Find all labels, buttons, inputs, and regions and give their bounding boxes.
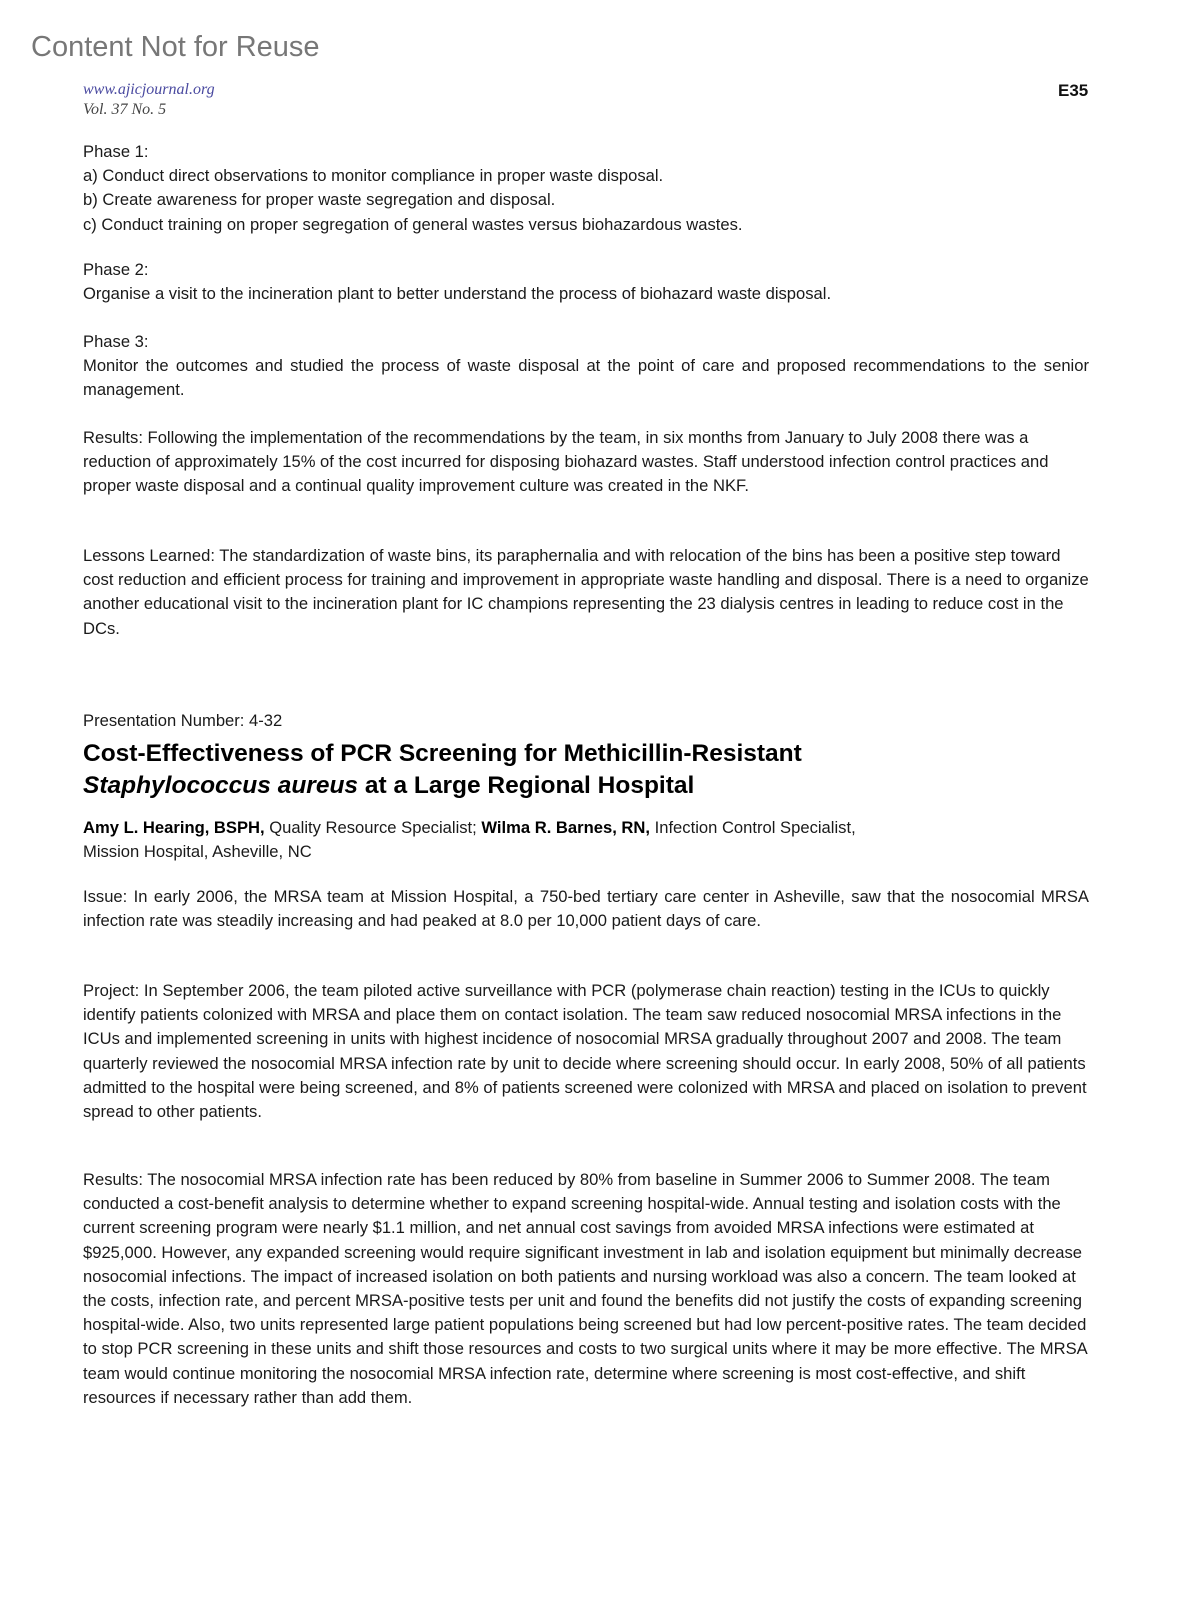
prev-lessons-text: Lessons Learned: The standardization of waste bins, its paraphernalia and with relocation of the bins has been a positive step toward cost reduction and efficient process for training and improvement in appropriate waste handling and disposal. There is a need to organize another educational visit to the incineration plant for IC champions representing the 23 dialysis centres in leading to reduce cost in the DCs.	[83, 546, 1089, 638]
phase1-item: a) Conduct direct observations to monitor compliance in proper waste disposal.	[83, 166, 664, 186]
authors	[83, 816, 1089, 864]
project-paragraph: Project: In September 2006, the team piloted active surveillance with PCR (polymerase chain reaction) testing in the ICUs to quickly identify patients colonized with MRSA and place them on contact isolation. The team saw reduced nosocomial MRSA infections in the ICUs and implemented screening in units with highest incidence of nosocomial MRSA gradually throughout 2007 and 2008. The team quarterly reviewed the nosocomial MRSA infection rate by unit to decide where screening should occur. In early 2008, 50% of all patients admitted to the hospital were being screened, and 8% of patients screened were colonized with MRSA and placed on isolation to prevent spread to other patients.	[83, 981, 1087, 1122]
phase2-section	[83, 258, 1089, 306]
title-line1: Cost-Effectiveness of PCR Screening for Methicillin-Resistant	[83, 740, 802, 767]
phase3-text: Monitor the outcomes and studied the process of waste disposal at the point of care and proposed recommendations to the senior management.	[83, 356, 1089, 400]
prev-results	[83, 426, 1089, 499]
presentation-number: Presentation Number: 4-32	[83, 711, 283, 730]
affiliation: Mission Hospital, Asheville, NC	[83, 842, 312, 862]
phase3-heading: Phase 3:	[83, 332, 149, 351]
phase1-section	[83, 140, 1089, 237]
author-role: Infection Control Specialist,	[650, 818, 856, 837]
phase1-heading: Phase 1:	[83, 142, 149, 161]
phase3-section	[83, 330, 1089, 403]
phase2-heading: Phase 2:	[83, 260, 149, 279]
title-line2	[83, 770, 1093, 802]
phase1-item: b) Create awareness for proper waste segregation and disposal.	[83, 190, 556, 210]
issue-paragraph: Issue: In early 2006, the MRSA team at Mission Hospital, a 750-bed tertiary care center in Asheville, saw that the nosocomial MRSA infection rate was steadily increasing and had peaked at 8.0 per 10,000 patient days of care.	[83, 887, 1089, 931]
title-italic: Staphylococcus aureus	[83, 772, 359, 799]
prev-results-text: Results: Following the implementation of the recommendations by the team, in six months from January to July 2008 there was a reduction of approximately 15% of the cost incurred for disposing biohazard wastes. Staff understood infection control practices and proper waste disposal and a continual quality improvement culture was created in the NKF.	[83, 428, 1049, 496]
author-role: Quality Resource Specialist;	[264, 818, 482, 837]
watermark: Content Not for Reuse	[31, 31, 320, 63]
phase2-text: Organise a visit to the incineration plant to better understand the process of biohazard waste disposal.	[83, 284, 832, 304]
title-rest: at a Large Regional Hospital	[358, 772, 695, 799]
volume-info: Vol. 37 No. 5	[83, 101, 167, 118]
author-name: Amy L. Hearing, BSPH,	[83, 818, 265, 837]
author-name: Wilma R. Barnes, RN,	[481, 818, 650, 837]
results-paragraph: Results: The nosocomial MRSA infection rate has been reduced by 80% from baseline in Summer 2006 to Summer 2008. The team conducted a cost-benefit analysis to determine whether to expand screening hospital-wide. Annual testing and isolation costs with the current screening program were nearly $1.1 million, and net annual cost savings from avoided MRSA infections were estimated at $925,000. However, any expanded screening would require significant investment in lab and isolation equipment but minimally decrease nosocomial infections. The impact of increased isolation on both patients and nursing workload was also a concern. The team looked at the costs, infection rate, and percent MRSA-positive tests per unit and found the benefits did not justify the costs of expanding screening hospital-wide. Also, two units represented large patient populations being screened but had low percent-positive rates. The team decided to stop PCR screening in these units and shift those resources and costs to two surgical units where it may be more effective. The MRSA team would continue monitoring the nosocomial MRSA infection rate, determine where screening is most cost-effective, and shift resources if necessary rather than add them.	[83, 1170, 1087, 1407]
abstract-title	[83, 738, 1093, 802]
journal-url[interactable]: www.ajicjournal.org	[83, 81, 215, 98]
prev-lessons	[83, 544, 1089, 641]
phase1-item: c) Conduct training on proper segregation of general wastes versus biohazardous wastes.	[83, 214, 743, 234]
page-number: E35	[1058, 81, 1089, 100]
